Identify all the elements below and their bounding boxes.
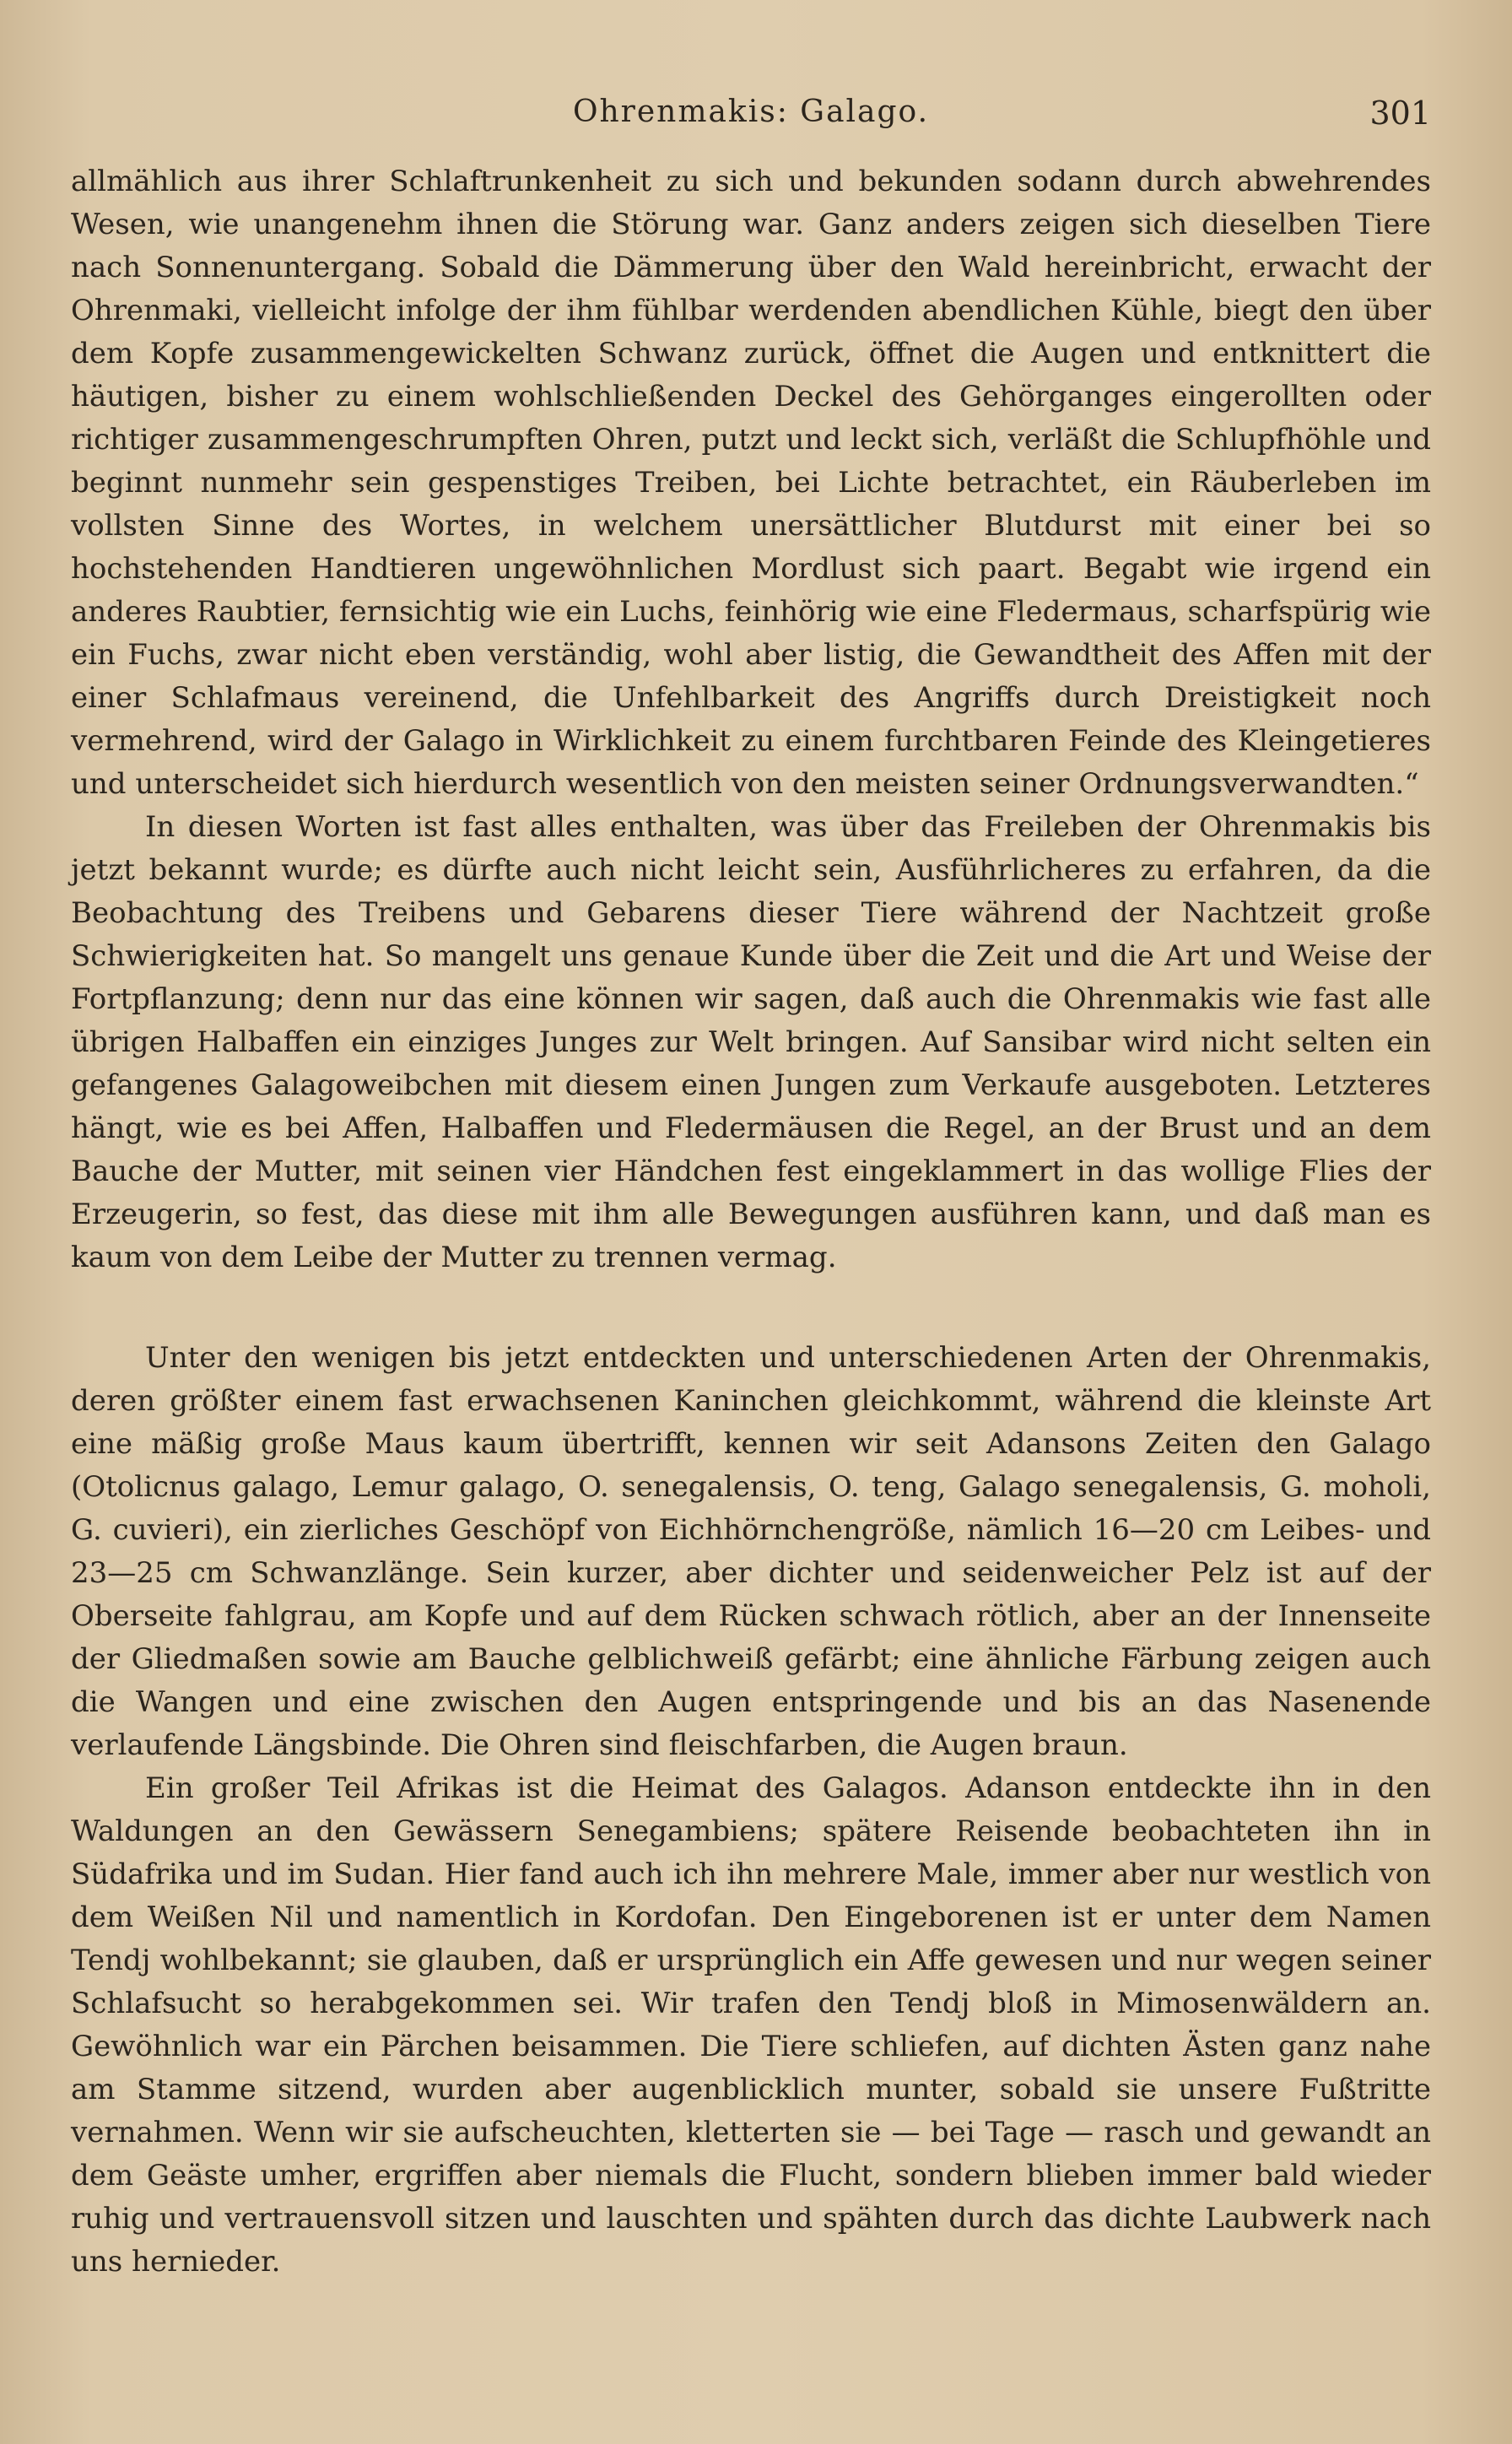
paragraph-2: In diesen Worten ist fast alles enthalten, was über das Freileben der Ohrenmakis bis jetzt bekannt wurde; es dürfte auch nicht leicht sein, Ausführlicheres zu erfahren, da die Beobachtung des Treibens und Gebarens dieser Tiere während der Nachtzeit große Schwierigkeiten hat. So mangelt uns genaue Kunde über die Zeit und die Art und Weise der Fortpflanzung; denn nur das eine können wir sagen, daß auch die Ohrenmakis wie fast alle übrigen Halbaffen ein einziges Junges zur Welt bringen. Auf Sansibar wird nicht selten ein gefangenes Galagoweibchen mit diesem einen Jungen zum Verkaufe ausgeboten. Letzteres hängt, wie es bei Affen, Halbaffen und Fledermäusen die Regel, an der Brust und an dem Bauche der Mutter, mit seinen vier Händchen fest eingeklammert in das wollige Flies der Erzeugerin, so fest, das diese mit ihm alle Bewegungen ausführen kann, und daß man es kaum von dem Leibe der Mutter zu trennen vermag.: [71, 810, 1431, 1274]
page-number: 301: [1369, 95, 1431, 132]
paragraph-3: Unter den wenigen bis jetzt entdeckten und unterschiedenen Arten der Ohrenmakis, deren größter einem fast erwachsenen Kaninchen gleichkommt, während die kleinste Art eine mäßig große Maus kaum übertrifft, kennen wir seit Adansons Zeiten den Galago (Otolicnus galago, Lemur galago, O. senegalensis, O. teng, Galago senegalensis, G. moholi, G. cuvieri), ein zierliches Geschöpf von Eichhörnchengröße, nämlich 16—20 cm Leibes- und 23—25 cm Schwanzlänge. Sein kurzer, aber dichter und seidenweicher Pelz ist auf der Oberseite fahlgrau, am Kopfe und auf dem Rücken schwach rötlich, aber an der Innenseite der Gliedmaßen sowie am Bauche gelblichweiß gefärbt; eine ähnliche Färbung zeigen auch die Wangen und eine zwischen den Augen entspringende und bis an das Nasenende verlaufende Längsbinde. Die Ohren sind fleischfarben, die Augen braun.: [71, 1341, 1431, 1762]
section-gap: [71, 1279, 1431, 1337]
paragraph-1: allmählich aus ihrer Schlaftrunkenheit zu sich und bekunden sodann durch abwehrendes Wesen, wie unangenehm ihnen die Störung war. Ganz anders zeigen sich dieselben Tiere nach Sonnenuntergang. Sobald die Dämmerung über den Wald hereinbricht, erwacht der Ohrenmaki, vielleicht infolge der ihm fühlbar werdenden abendlichen Kühle, biegt den über dem Kopfe zusammengewickelten Schwanz zurück, öffnet die Augen und entknittert die häutigen, bisher zu einem wohlschließenden Deckel des Gehörganges eingerollten oder richtiger zusammengeschrumpften Ohren, putzt und leckt sich, verläßt die Schlupfhöhle und beginnt nunmehr sein gespenstiges Treiben, bei Lichte betrachtet, ein Räuberleben im vollsten Sinne des Wortes, in welchem unersättlicher Blutdurst mit einer bei so hochstehenden Handtieren ungewöhnlichen Mordlust sich paart. Begabt wie irgend ein anderes Raubtier, fernsichtig wie ein Luchs, feinhörig wie eine Fledermaus, scharfspürig wie ein Fuchs, zwar nicht eben verständig, wohl aber listig, die Gewandtheit des Affen mit der einer Schlafmaus vereinend, die Unfehlbarkeit des Angriffs durch Dreistigkeit noch vermehrend, wird der Galago in Wirklichkeit zu einem furchtbaren Feinde des Kleingetieres und unterscheidet sich hierdurch wesentlich von den meisten seiner Ordnungsverwandten.“: [71, 165, 1431, 801]
running-head: Ohrenmakis: Galago.: [572, 95, 930, 129]
paragraph-4: Ein großer Teil Afrikas ist die Heimat des Galagos. Adanson entdeckte ihn in den Waldungen an den Gewässern Senegambiens; spätere Reisende beobachteten ihn in Südafrika und im Sudan. Hier fand auch ich ihn mehrere Male, immer aber nur westlich von dem Weißen Nil und namentlich in Kordofan. Den Eingeborenen ist er unter dem Namen Tendj wohlbekannt; sie glauben, daß er ursprünglich ein Affe gewesen und nur wegen seiner Schlafsucht so herabgekommen sei. Wir trafen den Tendj bloß in Mimosenwäldern an. Gewöhnlich war ein Pärchen beisammen. Die Tiere schliefen, auf dichten Ästen ganz nahe am Stamme sitzend, wurden aber augenblicklich munter, sobald sie unsere Fußtritte vernahmen. Wenn wir sie aufscheuchten, kletterten sie — bei Tage — rasch und gewandt an dem Geäste umher, ergriffen aber niemals die Flucht, sondern blieben immer bald wieder ruhig und vertrauensvoll sitzen und lauschten und spähten durch das dichte Laubwerk nach uns hernieder.: [71, 1771, 1431, 2279]
body-text: [71, 160, 1431, 2284]
page-header: [71, 95, 1431, 145]
